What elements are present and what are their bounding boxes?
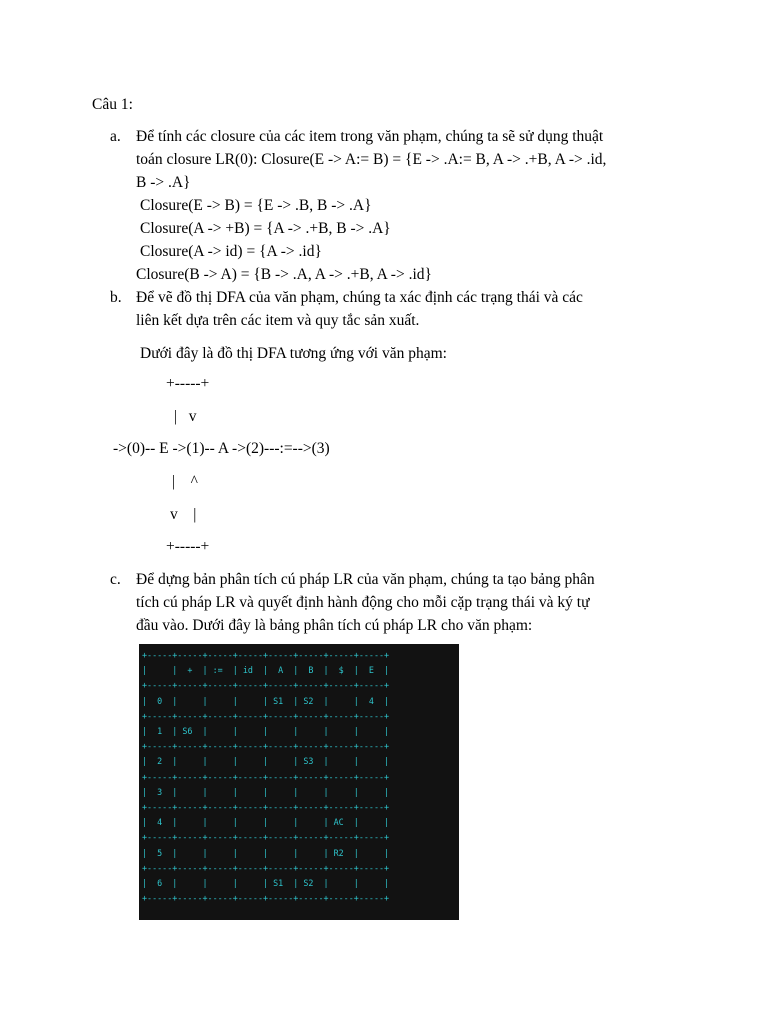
part-a-marker: a. xyxy=(110,128,121,145)
part-b-marker: b. xyxy=(110,289,122,306)
closure-line: Closure(E -> B) = {E -> .B, B -> .A} xyxy=(140,197,372,214)
part-b-line-1: Để vẽ đồ thị DFA của văn phạm, chúng ta xác định các trạng thái và các xyxy=(136,289,583,306)
part-a-line-1: Để tính các closure của các item trong văn phạm, chúng ta sẽ sử dụng thuật xyxy=(136,128,604,145)
part-c-line-3: đầu vào. Dưới đây là bảng phân tích cú pháp LR cho văn phạm: xyxy=(136,617,533,634)
dfa-diagram-line: | v xyxy=(174,408,197,425)
dfa-diagram-line: +-----+ xyxy=(166,375,210,392)
part-a-line-2: toán closure LR(0): Closure(E -> A:= B) = {E -> .A:= B, A -> .+B, A -> .id, xyxy=(136,151,607,168)
dfa-diagram-line: v | xyxy=(170,506,197,523)
dfa-diagram-line: | ^ xyxy=(172,473,198,490)
part-c-line-1: Để dựng bản phân tích cú pháp LR của văn phạm, chúng ta tạo bảng phân xyxy=(136,571,595,588)
lr-parse-table: +-----+-----+-----+-----+-----+-----+-----+-----+ | | + | := | id | A | B | $ | E | +-----+-----+-----+-----+-----+-----+-----+-----+ | 0 | | | | S1 | S2 | | 4 | +-----+-----+-----+-----+-----+-----+-----+-----+ | 1 | S6 | | | | | | | +-----+-----+-----+-----+-----+-----+-----+-----+ | 2 | | | | | S3 | | | +-----+-----+-----+-----+-----+-----+-----+-----+ | 3 | | | | | | | | +-----+-----+-----+-----+-----+-----+-----+-----+ | 4 | | | | | | AC | | +-----+-----+-----+-----+-----+-----+-----+-----+ | 5 | | | | | | R2 | | +-----+-----+-----+-----+-----+-----+-----+-----+ | 6 | | | | S1 | S2 | | | +-----+-----+-----+-----+-----+-----+-----+-----+ xyxy=(142,650,390,904)
closure-line: Closure(A -> +B) = {A -> .+B, B -> .A} xyxy=(140,220,391,237)
dfa-intro: Dưới đây là đồ thị DFA tương ứng với văn phạm: xyxy=(140,345,447,362)
part-b-line-2: liên kết dựa trên các item và quy tắc sản xuất. xyxy=(136,312,420,329)
closure-line: Closure(A -> id) = {A -> .id} xyxy=(140,243,322,260)
question-heading: Câu 1: xyxy=(92,96,133,113)
part-c-line-2: tích cú pháp LR và quyết định hành động cho mỗi cặp trạng thái và ký tự xyxy=(136,594,590,611)
dfa-diagram-line: +-----+ xyxy=(166,538,210,555)
closure-line: Closure(B -> A) = {B -> .A, A -> .+B, A -> .id} xyxy=(136,266,432,283)
part-a-line-3: B -> .A} xyxy=(136,174,191,191)
lr-table-terminal-image xyxy=(139,644,459,920)
part-c-marker: c. xyxy=(110,571,121,588)
dfa-diagram-line: ->(0)-- E ->(1)-- A ->(2)---:=-->(3) xyxy=(113,440,330,457)
